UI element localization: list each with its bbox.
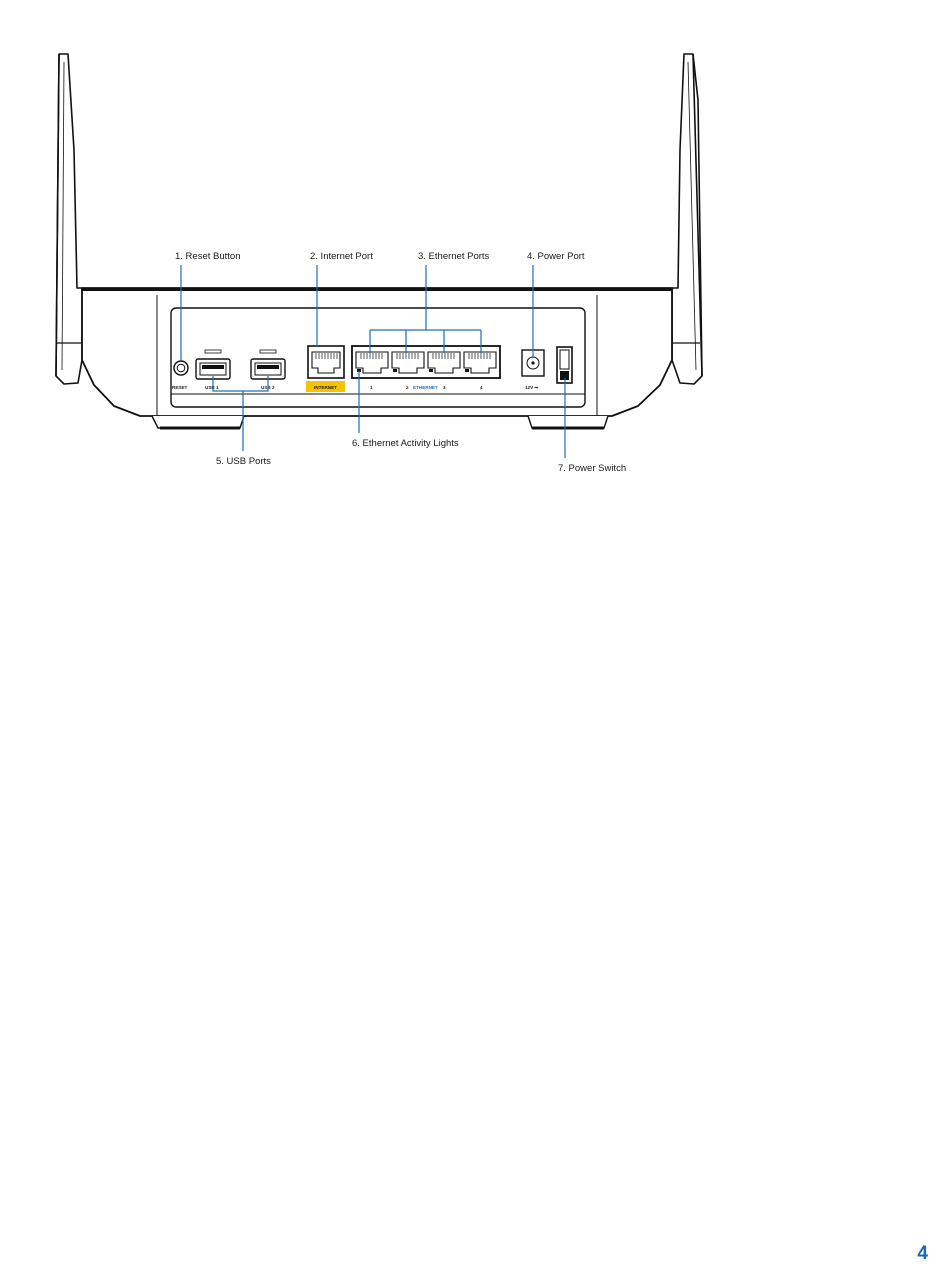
ethernet-ports (352, 346, 500, 378)
page-number: 4 (917, 1243, 928, 1264)
eth1-panel-label: 1 (370, 385, 373, 390)
router-back-panel-diagram (0, 0, 950, 520)
eth3-panel-label: 3 (443, 385, 446, 390)
activity-callout: 6. Ethernet Activity Lights (352, 438, 459, 449)
usb2-panel-label: USB 2 (261, 385, 275, 390)
reset-panel-label: RESET (172, 385, 188, 390)
left-antenna (56, 54, 82, 384)
ethernet-panel-label: ETHERNET (413, 385, 438, 390)
usb-callout: 5. USB Ports (216, 456, 271, 467)
power-port-callout: 4. Power Port (527, 251, 585, 262)
internet-callout: 2. Internet Port (310, 251, 373, 262)
ethernet-callout: 3. Ethernet Ports (418, 251, 490, 262)
power-switch-callout: 7. Power Switch (558, 463, 627, 474)
eth4-panel-label: 4 (480, 385, 483, 390)
power-switch (557, 347, 572, 383)
reset-callout: 1. Reset Button (175, 251, 241, 262)
reset-button (174, 361, 188, 375)
right-antenna (672, 54, 702, 384)
power-panel-label: 12V ⎓ (525, 385, 539, 390)
internet-panel-label: INTERNET (314, 385, 337, 390)
usb1-panel-label: USB 1 (205, 385, 219, 390)
eth2-panel-label: 2 (406, 385, 409, 390)
internet-port (308, 346, 344, 378)
